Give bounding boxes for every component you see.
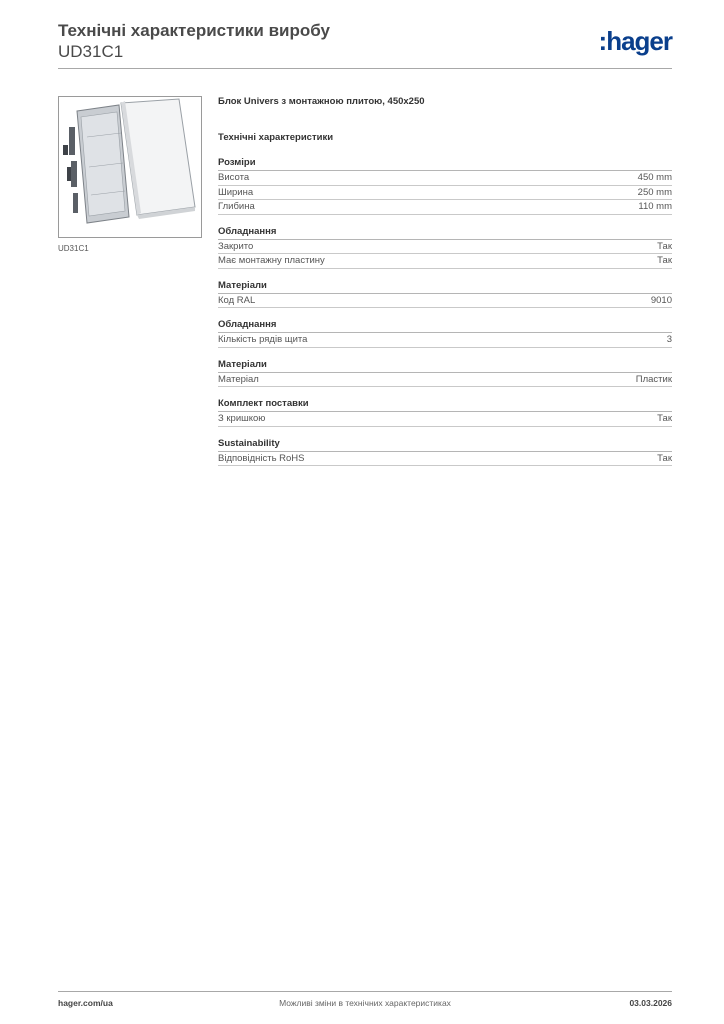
spec-group-equipment — [218, 225, 672, 269]
product-code: UD31C1 — [58, 42, 124, 61]
group-title: Розміри — [218, 156, 672, 171]
spec-row — [218, 333, 672, 348]
group-title: Комплект поставки — [218, 397, 672, 412]
group-title: Обладнання — [218, 225, 672, 240]
spec-label: Відповідність RoHS — [218, 452, 305, 464]
spec-group-equipment-2 — [218, 318, 672, 348]
image-caption: UD31C1 — [58, 244, 89, 253]
spec-group-sustainability — [218, 437, 672, 467]
header — [58, 20, 330, 62]
product-title: Блок Univers з монтажною плитою, 450x250 — [218, 96, 425, 107]
product-image — [58, 96, 202, 238]
hager-logo: :hager — [598, 26, 672, 56]
spec-value: 110 mm — [638, 201, 672, 212]
spec-value: Пластик — [635, 373, 672, 385]
spec-group-materials-2 — [218, 358, 672, 388]
spec-label: Код RAL — [218, 294, 256, 306]
footer-website[interactable]: hager.com/ua — [58, 998, 113, 1008]
spec-value: 9010 — [650, 294, 672, 306]
group-title: Матеріали — [218, 279, 672, 294]
group-title: Матеріали — [218, 358, 672, 373]
spec-label: Глибина — [218, 201, 255, 212]
spec-label: З кришкою — [218, 413, 266, 424]
spec-value: Так — [657, 240, 672, 252]
footer-date: 03.03.2026 — [629, 998, 672, 1008]
spec-row — [218, 240, 672, 255]
group-title: Обладнання — [218, 318, 672, 333]
spec-label: Матеріал — [218, 373, 259, 385]
spec-group-dimensions — [218, 156, 672, 215]
spec-group-materials — [218, 279, 672, 309]
spec-group-delivery — [218, 397, 672, 427]
spec-label: Закрито — [218, 240, 254, 252]
footer-divider — [58, 991, 672, 992]
header-divider — [58, 68, 672, 69]
spec-row — [218, 200, 672, 215]
spec-heading: Технічні характеристики — [218, 132, 334, 143]
enclosure-illustration — [59, 97, 201, 237]
spec-value: 250 mm — [637, 186, 672, 198]
spec-row — [218, 294, 672, 309]
spec-label: Кількість рядів щита — [218, 334, 308, 345]
spec-label: Має монтажну пластину — [218, 255, 325, 266]
spec-value: Так — [657, 413, 672, 424]
spec-row — [218, 412, 672, 427]
spec-content — [218, 96, 672, 476]
group-title: Sustainability — [218, 437, 672, 452]
spec-value: Так — [657, 452, 672, 464]
spec-row — [218, 373, 672, 388]
spec-value: 450 mm — [637, 172, 672, 183]
page-title: Технічні характеристики виробу — [58, 21, 330, 40]
spec-row — [218, 171, 672, 186]
spec-row — [218, 452, 672, 467]
footer-note: Можливі зміни в технічних характеристиках — [279, 998, 451, 1008]
spec-label: Висота — [218, 172, 250, 183]
spec-value: 3 — [666, 334, 672, 345]
spec-row — [218, 186, 672, 201]
spec-row — [218, 254, 672, 269]
spec-value: Так — [657, 255, 672, 266]
spec-label: Ширина — [218, 186, 254, 198]
